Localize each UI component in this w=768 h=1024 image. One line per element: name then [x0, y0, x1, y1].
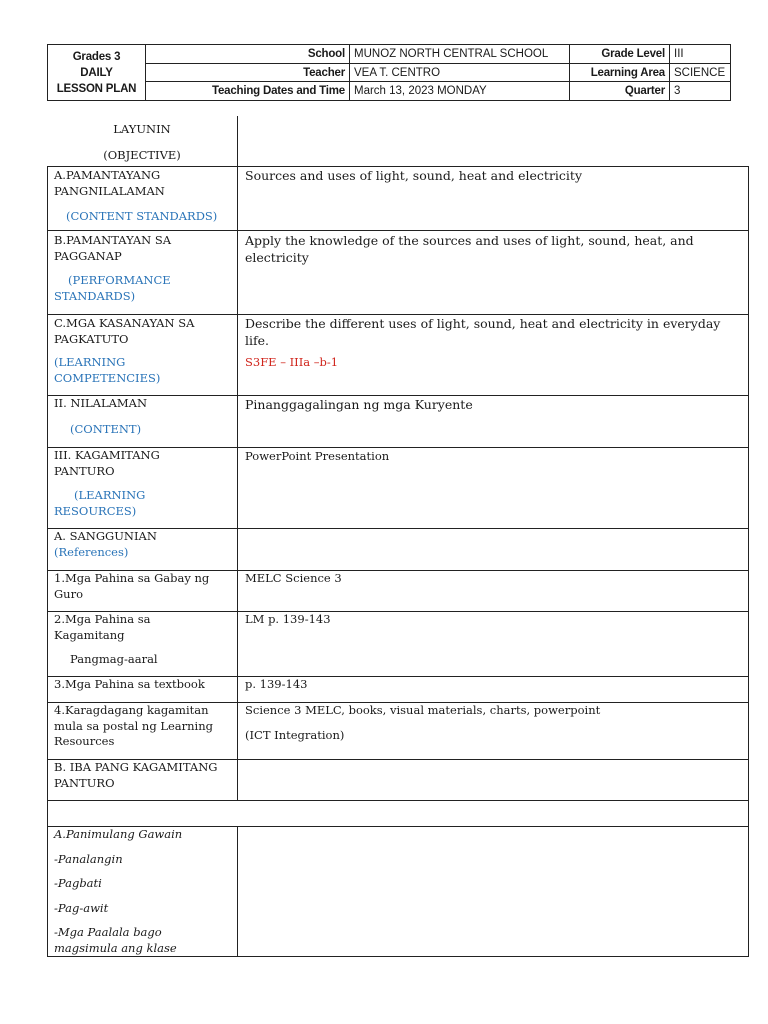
learning-area-label: Learning Area [570, 64, 670, 82]
preliminary-item: -Pagbati [54, 876, 102, 890]
objective-divider [237, 116, 238, 167]
preliminary-item: -Pag-awit [54, 900, 109, 915]
performance-standards-label-en: (PERFORMANCE STANDARDS) [54, 273, 171, 303]
additional-materials-value-2: (ICT Integration) [245, 728, 345, 742]
content-standards-label-cell [48, 167, 238, 230]
additional-materials-value: Science 3 MELC, books, visual materials, charts, powerpoint [245, 703, 601, 717]
objective-subtitle: (OBJECTIVE) [103, 148, 181, 162]
school-value: MUNOZ NORTH CENTRAL SCHOOL [350, 45, 570, 64]
content-standards-value: Sources and uses of light, sound, heat and electricity [245, 168, 583, 183]
dates-value: March 13, 2023 MONDAY [350, 82, 570, 100]
other-materials-label: B. IBA PANG KAGAMITANG PANTURO [54, 760, 218, 790]
performance-standards-label: B.PAMANTAYAN SA PAGGANAP [54, 233, 172, 263]
learning-resources-label-en: (LEARNING RESOURCES) [54, 488, 146, 518]
preliminary-item: -Mga Paalala bago magsimula ang klase [54, 925, 177, 955]
references-value [238, 529, 748, 570]
preliminary-label-cell [48, 827, 238, 956]
content-label-en: (CONTENT) [70, 421, 142, 436]
row-guro-pages [47, 571, 749, 612]
guro-pages-label: 1.Mga Pahina sa Gabay ng Guro [54, 571, 210, 601]
learning-resources-value: PowerPoint Presentation [245, 449, 390, 463]
learning-competencies-label-cell [48, 315, 238, 395]
row-learning-competencies [47, 315, 749, 396]
learner-pages-label-2: Pangmag-aaral [70, 652, 158, 666]
school-label: School [146, 45, 350, 64]
learner-pages-value: LM p. 139-143 [245, 612, 331, 626]
additional-materials-label: 4.Karagdagang kagamitan mula sa postal ng Learning Resources [54, 703, 213, 748]
grades-title [48, 45, 146, 100]
references-label: A. SANGGUNIAN [54, 529, 157, 543]
row-spacer [47, 801, 749, 827]
additional-materials-label-cell [48, 703, 238, 759]
row-learner-pages [47, 612, 749, 677]
row-additional-materials [47, 703, 749, 760]
row-preliminary [47, 827, 749, 957]
textbook-pages-value: p. 139-143 [245, 677, 308, 691]
guro-pages-label-cell [48, 571, 238, 611]
preliminary-label: A.Panimulang Gawain [54, 827, 183, 841]
other-materials-label-cell [48, 760, 238, 800]
additional-materials-value-cell [238, 703, 748, 759]
performance-standards-value: Apply the knowledge of the sources and uses of light, sound, heat, and electricity [245, 233, 694, 265]
other-materials-value [238, 760, 748, 800]
textbook-pages-label: 3.Mga Pahina sa textbook [48, 677, 238, 702]
learning-competencies-value: Describe the different uses of light, sound, heat and electricity in everyday life. [245, 316, 721, 348]
preliminary-value [238, 827, 748, 956]
content-standards-label-en: (CONTENT STANDARDS) [66, 209, 218, 223]
header-table [47, 44, 731, 101]
learning-competencies-label-en: (LEARNING COMPETENCIES) [54, 355, 161, 385]
learning-competencies-code: S3FE – IIIa –b-1 [245, 355, 339, 369]
row-references [47, 529, 749, 571]
row-performance-standards [47, 231, 749, 315]
content-value: Pinanggagalingan ng mga Kuryente [245, 397, 473, 412]
learner-pages-label-cell [48, 612, 238, 676]
learner-pages-label: 2.Mga Pahina sa Kagamitang [54, 612, 151, 642]
performance-standards-label-cell [48, 231, 238, 314]
content-label-cell [48, 396, 238, 447]
content-standards-label: A.PAMANTAYANG PANGNILALAMAN [54, 168, 165, 198]
learning-resources-label-cell [48, 448, 238, 528]
objective-heading [47, 116, 237, 168]
teacher-value: VEA T. CENTRO [350, 64, 570, 82]
row-learning-resources [47, 448, 749, 529]
grade-level-label: Grade Level [570, 45, 670, 64]
row-content [47, 396, 749, 448]
row-other-materials [47, 760, 749, 801]
row-content-standards [47, 167, 749, 231]
grades-line-2: DAILY [80, 66, 113, 79]
learning-competencies-value-cell [238, 315, 748, 395]
quarter-value: 3 [674, 85, 681, 97]
guro-pages-value: MELC Science 3 [245, 571, 342, 585]
learning-competencies-label: C.MGA KASANAYAN SA PAGKATUTO [54, 316, 195, 346]
references-label-cell [48, 529, 238, 570]
preliminary-item: -Panalangin [54, 851, 123, 866]
grade-level-value: III [670, 45, 730, 64]
teacher-label: Teacher [146, 64, 350, 82]
dates-label: Teaching Dates and Time [146, 82, 350, 100]
quarter-label: Quarter [570, 82, 670, 100]
learning-area-value: SCIENCE [670, 64, 730, 82]
objective-title: LAYUNIN [113, 122, 171, 136]
row-textbook-pages [47, 677, 749, 703]
content-label: II. NILALAMAN [54, 396, 148, 410]
learning-resources-label: III. KAGAMITANG PANTURO [54, 448, 160, 478]
references-label-en: (References) [54, 544, 129, 559]
grades-line-1: Grades 3 [72, 50, 121, 63]
grades-line-3: LESSON PLAN [56, 82, 137, 95]
